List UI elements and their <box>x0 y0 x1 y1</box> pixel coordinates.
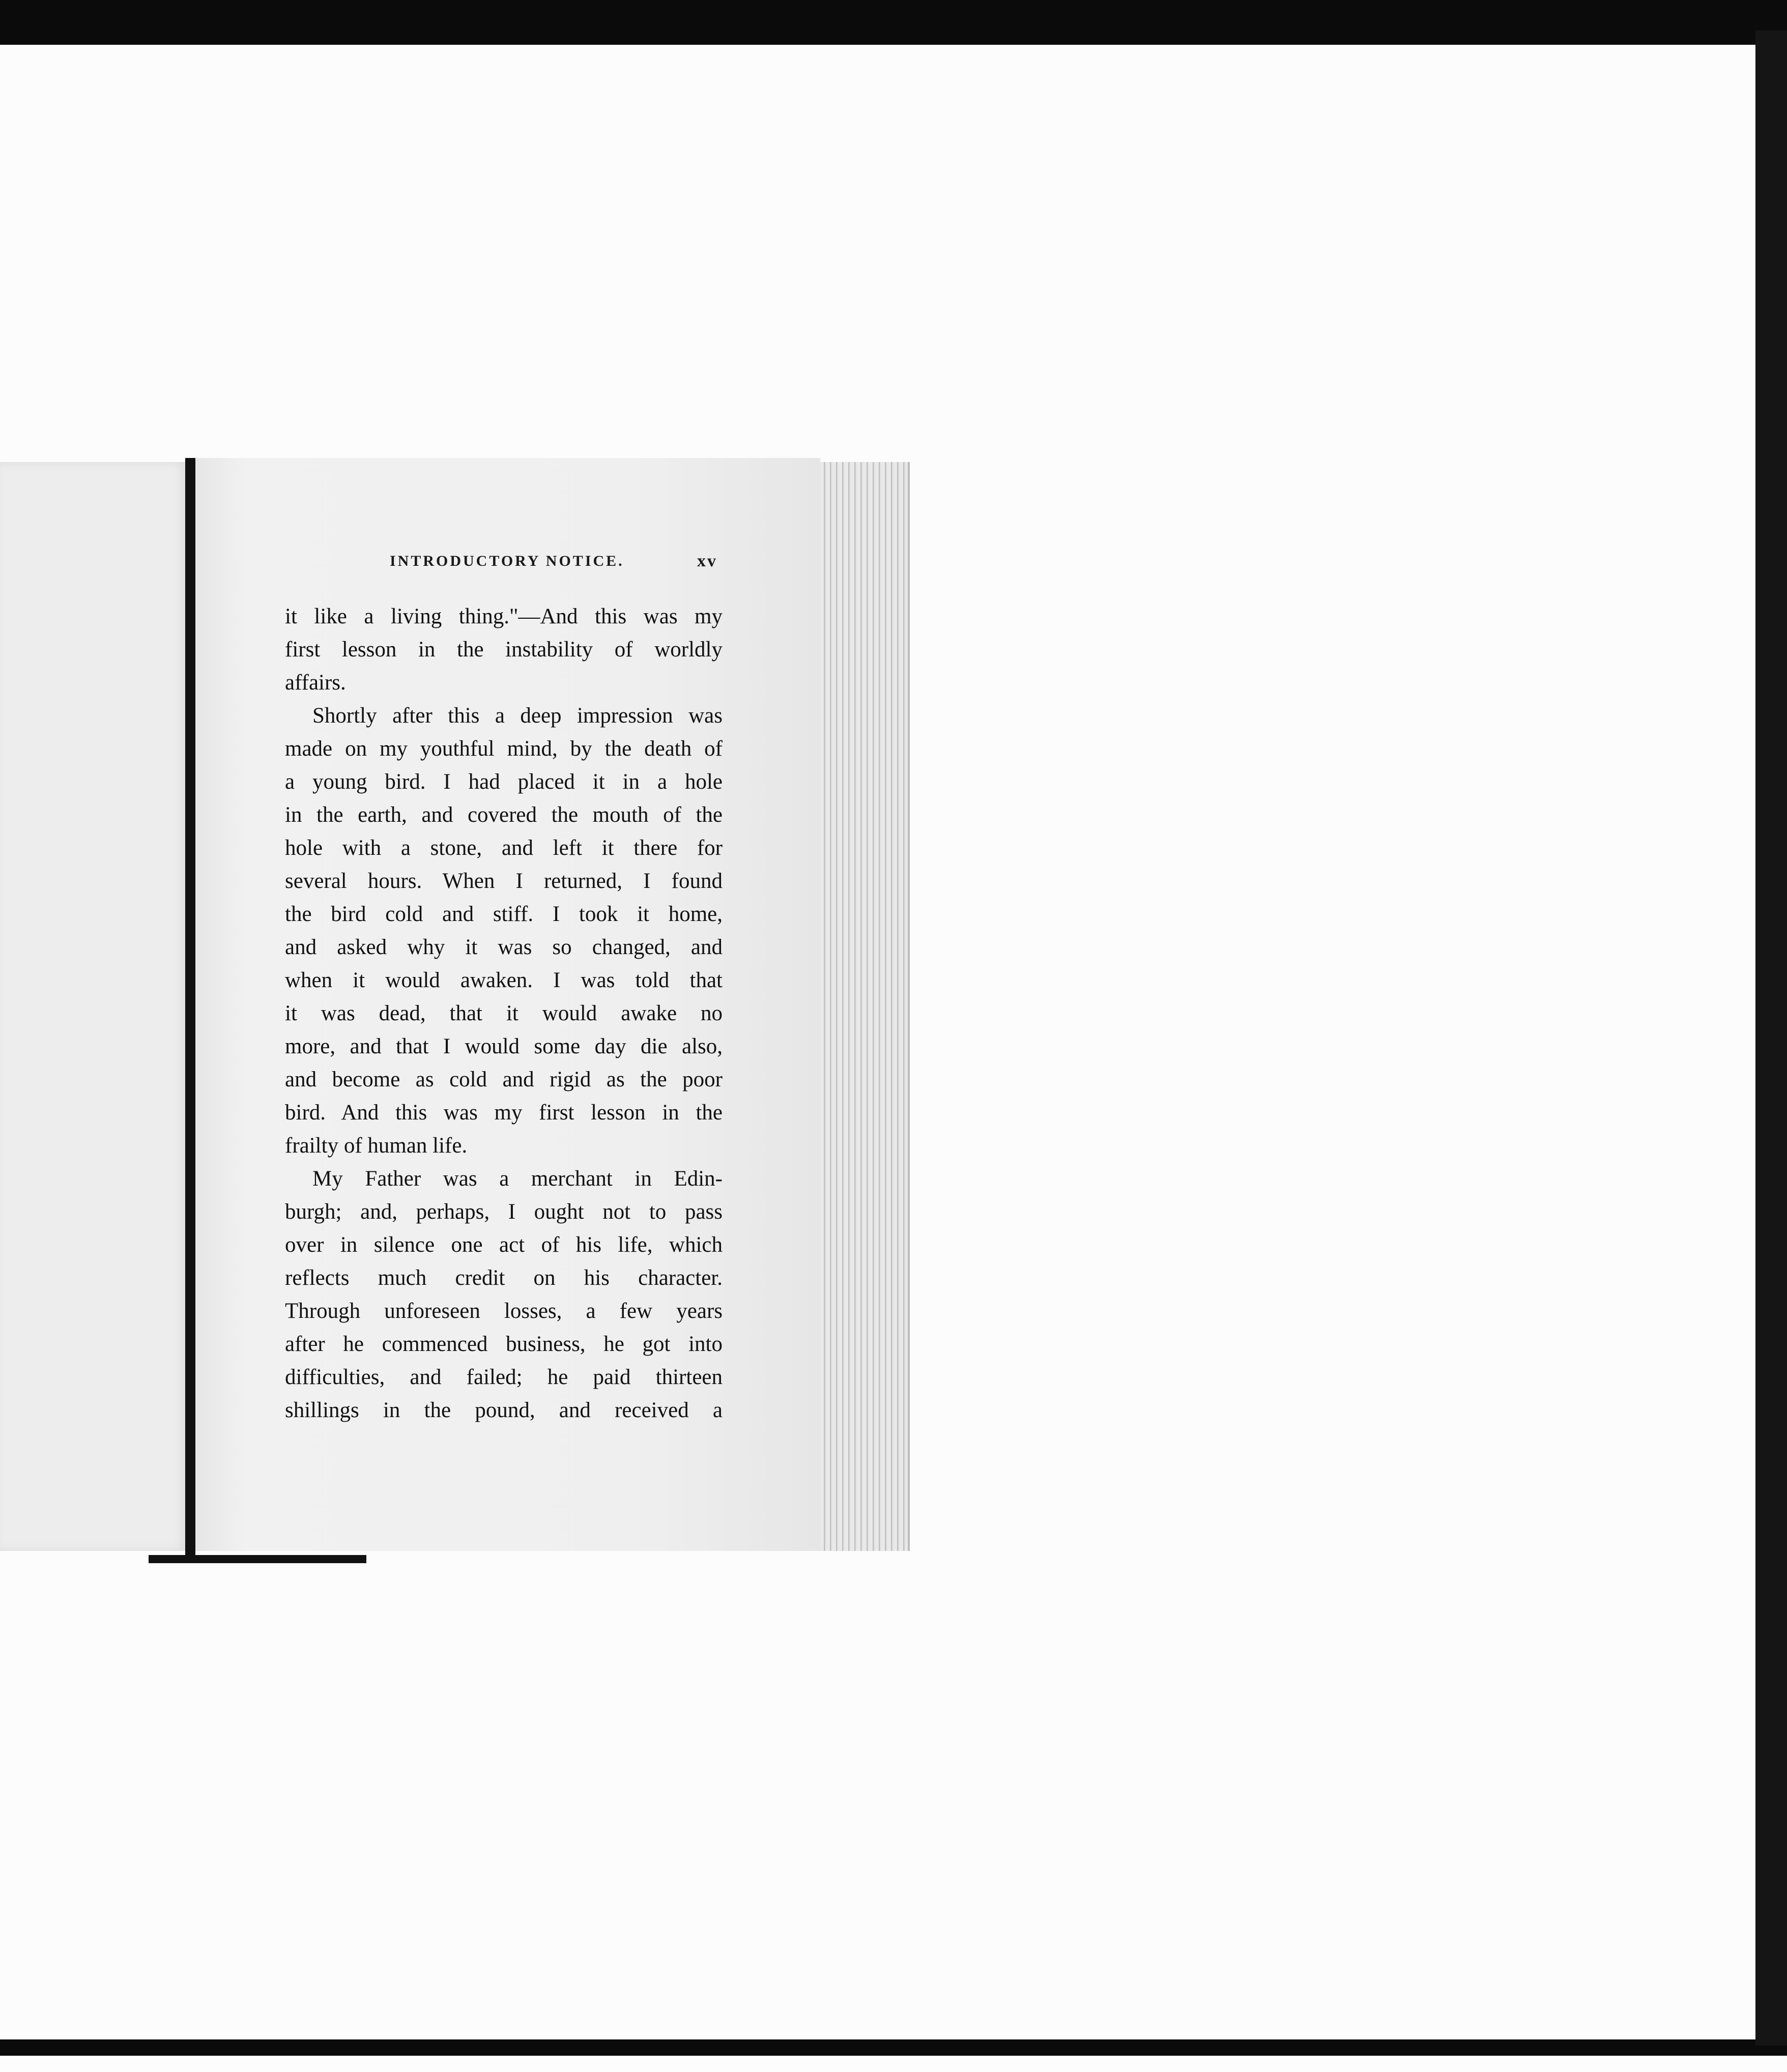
text-line: over in silence one act of his life, which <box>285 1233 723 1257</box>
text-line: reflects much credit on his character. <box>285 1266 723 1290</box>
text-line: My Father was a merchant in Edin- <box>312 1167 723 1191</box>
running-head: INTRODUCTORY NOTICE. <box>390 553 624 569</box>
text-line: it like a living thing."—And this was my <box>285 605 723 628</box>
bottom-bar <box>149 1555 366 1563</box>
text-line: in the earth, and covered the mouth of the <box>285 803 723 827</box>
text-line: the bird cold and stiff. I took it home, <box>285 902 723 926</box>
left-page-text <box>0 0 96 1119</box>
text-line: bird. And this was my first lesson in the <box>285 1101 723 1125</box>
text-line: Through unforeseen losses, a few years <box>285 1299 723 1323</box>
text-line: and become as cold and rigid as the poor <box>285 1068 723 1091</box>
text-line: when it would awaken. I was told that <box>285 968 723 992</box>
text-line: shillings in the pound, and received a <box>285 1398 723 1422</box>
film-border-bottom <box>0 2056 1787 2072</box>
text-line: first lesson in the instability of worldly <box>285 638 723 661</box>
film-border-right <box>1755 31 1787 2046</box>
text-line: more, and that I would some day die also, <box>285 1034 723 1058</box>
page-number: xv <box>697 552 717 570</box>
text-line: and asked why it was so changed, and <box>285 935 723 959</box>
text-line: affairs. <box>285 671 346 695</box>
book-gutter <box>185 458 195 1555</box>
page-edges <box>820 462 910 1551</box>
text-line: Shortly after this a deep impression was <box>312 704 723 728</box>
text-line: a young bird. I had placed it in a hole <box>285 770 723 794</box>
text-line: made on my youthful mind, by the death of <box>285 737 723 761</box>
text-line: burgh; and, perhaps, I ought not to pass <box>285 1200 723 1224</box>
text-line: hole with a stone, and left it there for <box>285 836 723 860</box>
text-line: frailty of human life. <box>285 1134 468 1158</box>
text-line: it was dead, that it would awake no <box>285 1001 723 1025</box>
text-line: difficulties, and failed; he paid thirteen <box>285 1365 723 1389</box>
text-line: after he commenced business, he got into <box>285 1332 723 1356</box>
text-line: several hours. When I returned, I found <box>285 869 723 893</box>
